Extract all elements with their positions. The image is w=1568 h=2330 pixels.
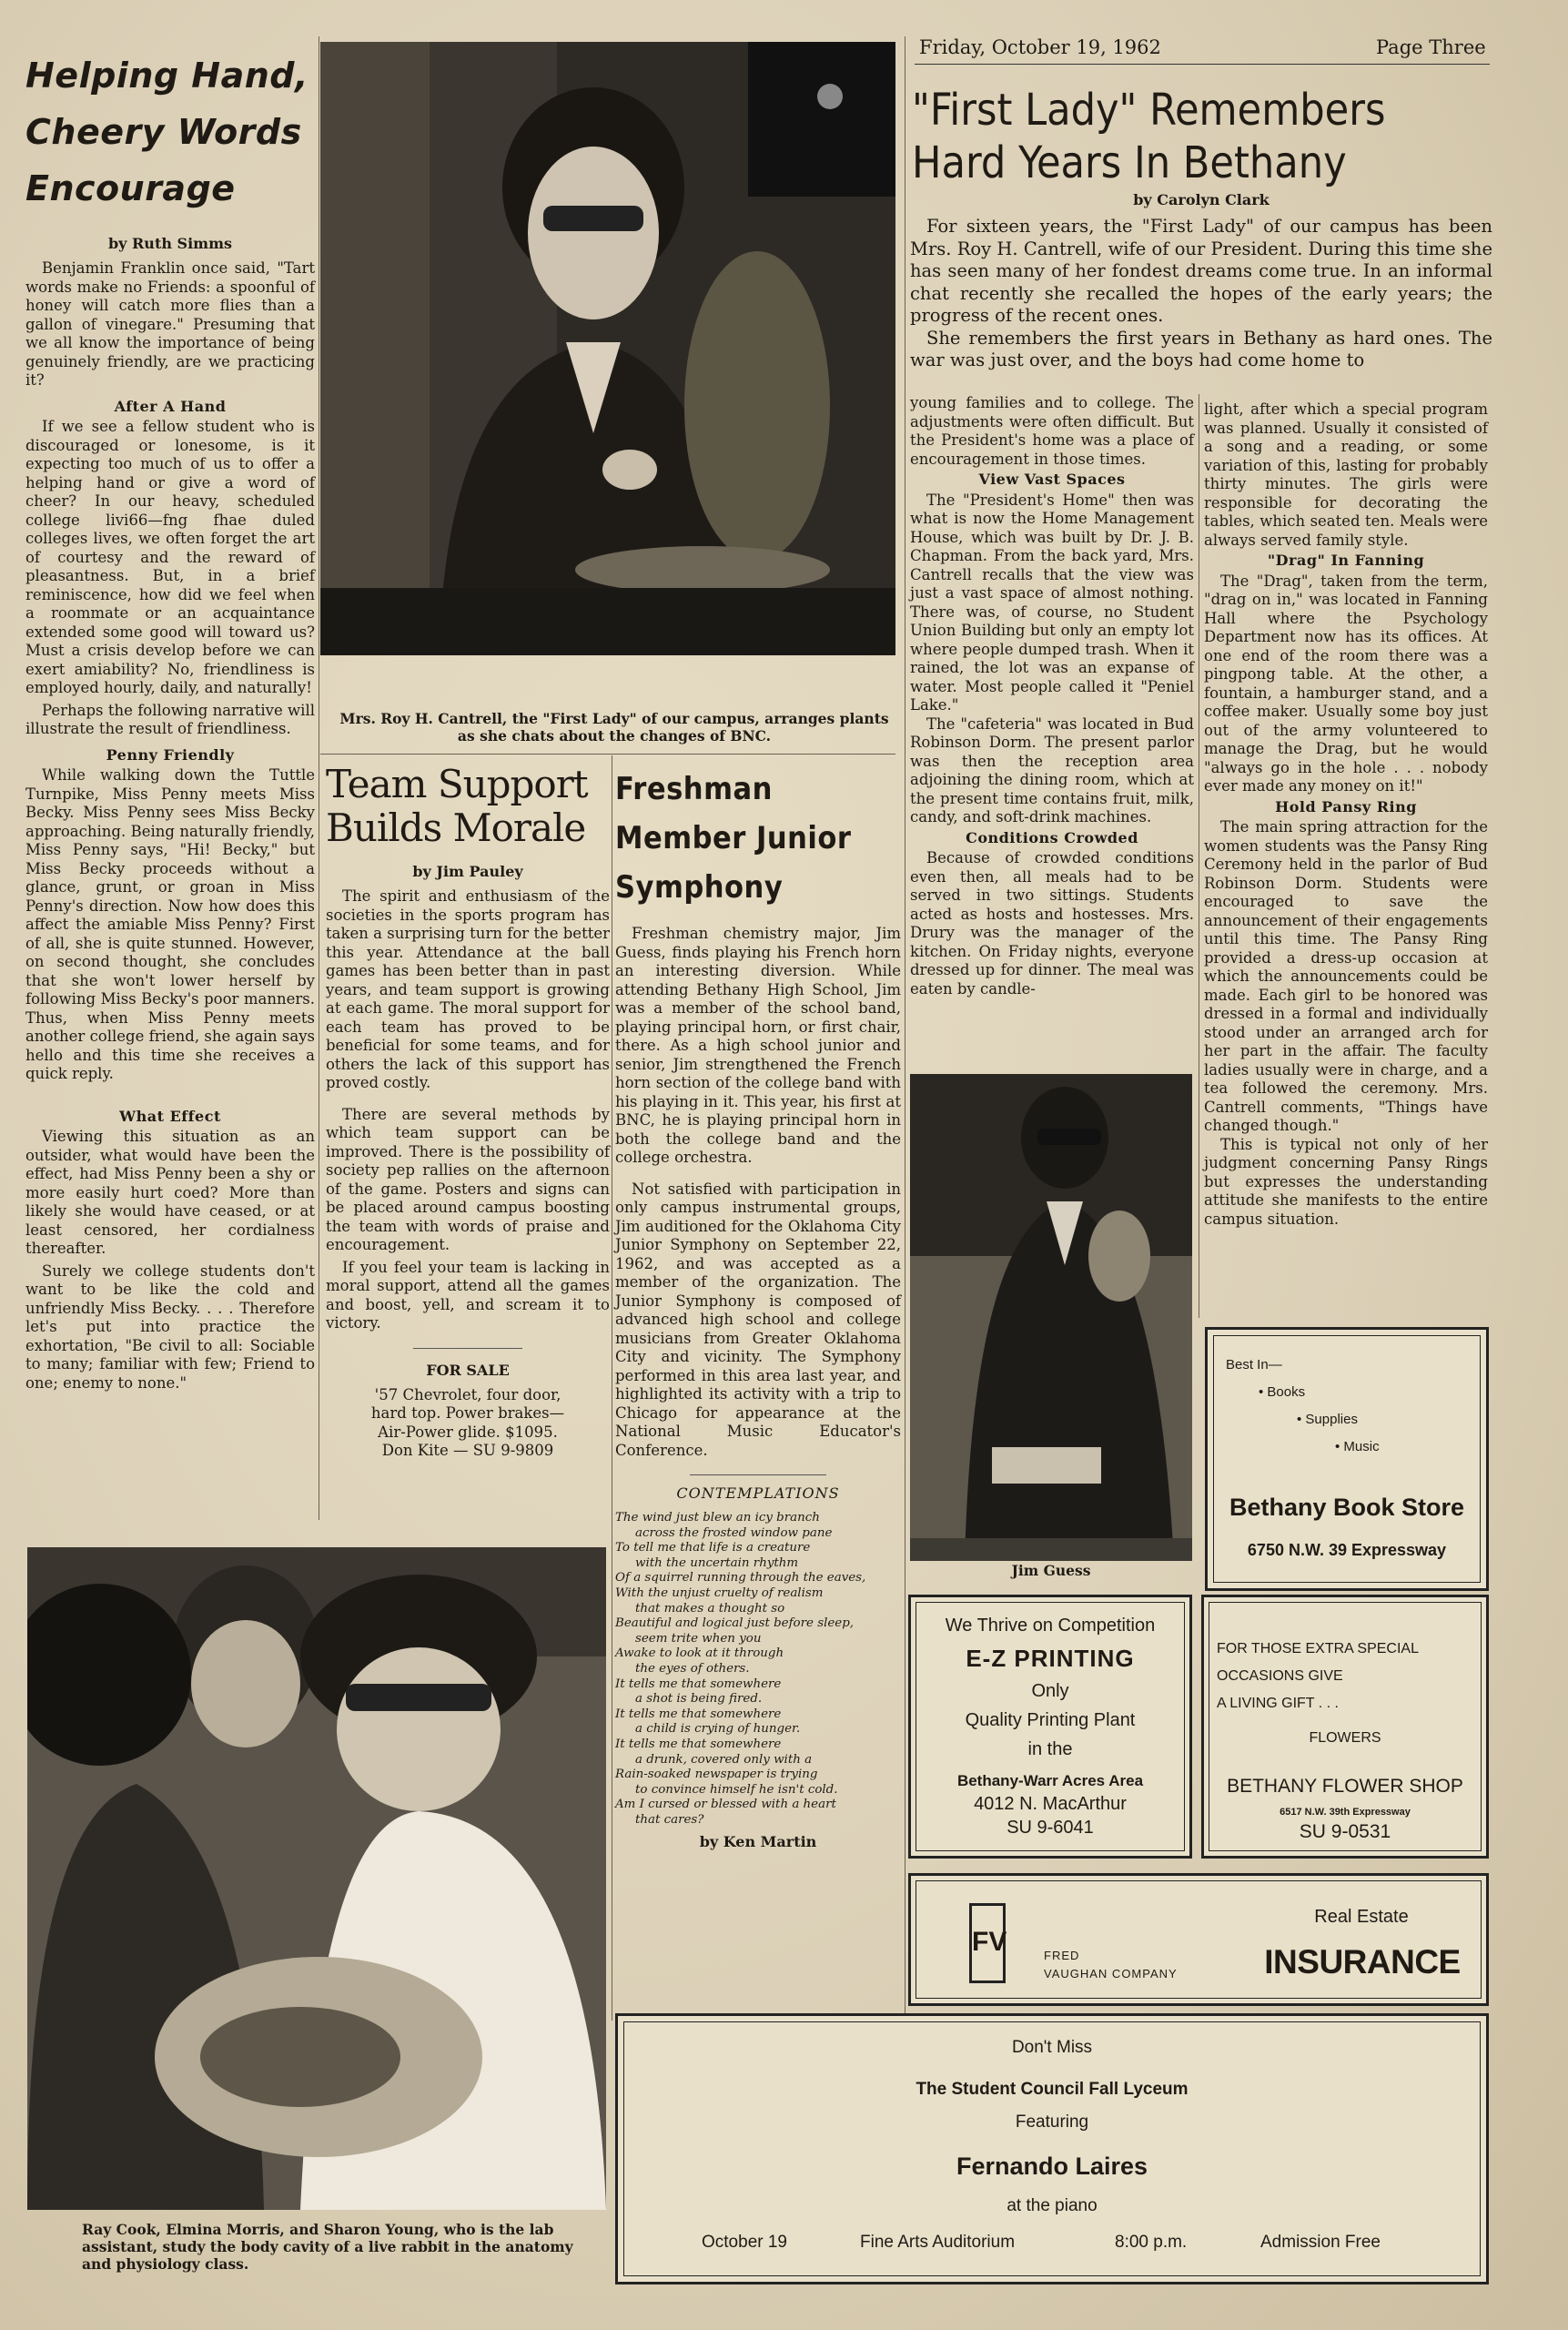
fv-logo-icon: FV xyxy=(969,1903,1006,1983)
helping-hand-article xyxy=(25,47,315,1393)
photo-first-lady-caption: Mrs. Roy H. Cantrell, the "First Lady" of our campus, arranges plants as she chats about the changes of BNC. xyxy=(339,710,889,745)
poem-line: a drunk, covered only with a xyxy=(635,1752,813,1767)
subhead: Hold Pansy Ring xyxy=(1275,797,1417,816)
ad-insurance-company: VAUGHAN COMPANY xyxy=(1044,1967,1178,1980)
ad-lyceum-dontmiss: Don't Miss xyxy=(1011,2038,1093,2057)
photo-lab-image xyxy=(27,1547,606,2210)
ad-insurance xyxy=(908,1873,1489,2006)
poem-byline: by Ken Martin xyxy=(699,1833,817,1851)
ad-bookstore-name: Bethany Book Store xyxy=(1229,1494,1465,1521)
poem-line: the eyes of others. xyxy=(635,1661,750,1676)
ad-flower-line: A LIVING GIFT . . . xyxy=(1217,1696,1339,1711)
poem-line: across the frosted window pane xyxy=(635,1525,833,1540)
paragraph: Viewing this situation as an outsider, what would have been the effect, had Miss Penny been a shy or more easily hurt coed? More than likely she would have ceased, or at least censored, her cordialness thereafter. xyxy=(25,1128,315,1257)
poem-line: Of a squirrel running through the eaves, xyxy=(615,1571,866,1585)
ad-lyceum-date: October 19 xyxy=(702,2233,787,2252)
poem-body xyxy=(615,1511,901,1828)
ad-insurance-fred: FRED xyxy=(1044,1949,1080,1962)
ad-ez-line: in the xyxy=(1027,1739,1073,1759)
ad-ez-area: Bethany-Warr Acres Area xyxy=(956,1772,1144,1789)
ad-lyceum-admission: Admission Free xyxy=(1260,2233,1381,2252)
first-lady-headline xyxy=(910,84,1492,189)
ad-insurance-title: INSURANCE xyxy=(1264,1943,1461,1980)
ad-bookstore xyxy=(1205,1327,1489,1591)
poem-line: Beautiful and logical just before sleep, xyxy=(615,1616,855,1631)
first-lady-lead xyxy=(910,216,1492,372)
ad-lyceum-title: The Student Council Fall Lyceum xyxy=(916,2080,1189,2099)
subhead: View Vast Spaces xyxy=(978,471,1126,488)
poem-line: seem trite when you xyxy=(635,1631,762,1646)
paragraph: Surely we college students don't want to be like the cold and unfriendly Miss Becky. . . . Therefore let's put into practice the exhortation, "Be civil to all: Sociable to many; familiar with few; Friend to one; enemy to none." xyxy=(25,1261,315,1392)
ad-lyceum-atpiano: at the piano xyxy=(1007,2196,1098,2215)
paragraph: For sixteen years, the "First Lady" of our campus has been Mrs. Roy H. Cantrell, wife of our President. During this time she has seen many of her fondest dreams come true. In an informal chat recently she recalled the hopes of the early years; the progress of the recent ones. xyxy=(910,216,1492,326)
ad-flower-line: OCCASIONS GIVE xyxy=(1217,1668,1343,1684)
for-sale-body xyxy=(326,1386,610,1461)
ad-ez-tagline: We Thrive on Competition xyxy=(945,1616,1156,1636)
poem-title: CONTEMPLATIONS xyxy=(676,1484,840,1502)
ad-lyceum-featuring: Featuring xyxy=(1015,2112,1089,2132)
paragraph: Benjamin Franklin once said, "Tart words make no Friends: a spoonful of honey will catch more flies than a gallon of vinegare." Presuming that we all know the importance of being genuinely friendly, are we practicing it? xyxy=(25,259,315,389)
poem-line: It tells me that somewhere xyxy=(615,1707,782,1721)
ad-lyceum xyxy=(615,2013,1489,2284)
for-sale-text: '57 Chevrolet, four door, hard top. Power brakes—Air-Power glide. $1095. xyxy=(370,1385,565,1441)
poem-line: to convince himself he isn't cold. xyxy=(635,1782,838,1797)
photo-jim-guess-caption: Jim Guess xyxy=(1011,1562,1091,1579)
subhead: Conditions Crowded xyxy=(966,828,1138,846)
poem-line: With the unjust cruelty of realism xyxy=(615,1585,824,1600)
paragraph: The main spring attraction for the women students was the Pansy Ring Ceremony held in the parlor of Bud Robinson Dorm. Students were encouraged to save the announcement of their engagements until this time. The Pansy Ring provided a dress-up occasion at which the announcements could be made. Each girl to be honored was dressed in a formal and individually stood under an arranged arch for her part in the affair. The faculty ladies usually were in charge, and a tea followed the ceremony. Mrs. Cantrell comments, "Things have changed though." xyxy=(1204,818,1488,1134)
poem-line: that makes a thought so xyxy=(635,1601,785,1616)
ad-flower-shop xyxy=(1201,1595,1489,1859)
poem-line: with the uncertain rhythm xyxy=(635,1555,799,1570)
poem-line: The wind just blew an icy branch xyxy=(615,1511,820,1525)
poem-line: It tells me that somewhere xyxy=(615,1737,782,1751)
ad-ez-phone: SU 9-6041 xyxy=(1007,1818,1094,1838)
paragraph: The "Drag", taken from the term, "drag on in," was located in Fanning Hall where the Psychology Department now has its offices. At one end of the room there was a pingpong table. At the other, a fountain, a hamburger stand, and a coffee maker. Usually some boy just out of the army volunteered to manage the Drag, but he would "always go in the hole . . . nobody ever made any money on it!" xyxy=(1204,572,1488,795)
photo-jim-guess xyxy=(910,1074,1192,1561)
for-sale-contact: Don Kite — SU 9-9809 xyxy=(381,1442,554,1459)
paragraph: young families and to college. The adjustments were often difficult. But the President's home was a place of encouragement in those times. xyxy=(910,394,1194,468)
headline-line: "First Lady" Remembers xyxy=(912,85,1386,136)
paragraph: She remembers the first years in Bethany as hard ones. The war was just over, and the boys had come home to xyxy=(910,327,1492,370)
paragraph: The "President's Home" then was what is now the Home Management House, which was built by Dr. J. B. Chapman. From the back yard, Mrs. Cantrell recalls that the view was just a vast space of almost nothing. There was, of course, no Student Union Building but only an empty lot where people dumped trash. When it rained, the lot was an expanse of water. Most people called it "Peniel Lake." xyxy=(910,491,1194,714)
headline-line: Hard Years In Bethany xyxy=(912,137,1347,188)
photo-lab-caption: Ray Cook, Elmina Morris, and Sharon Young, who is the lab assistant, study the body cavity of a live rabbit in the anatomy and physiology class. xyxy=(82,2221,573,2273)
ad-bookstore-best: Best In— xyxy=(1226,1357,1282,1373)
ad-lyceum-time: 8:00 p.m. xyxy=(1115,2233,1188,2252)
subhead: After A Hand xyxy=(114,397,227,415)
ad-ez-name: E-Z PRINTING xyxy=(966,1645,1135,1672)
poem-line: It tells me that somewhere xyxy=(615,1677,782,1691)
helping-hand-byline: by Ruth Simms xyxy=(107,235,233,252)
ad-ez-line: Only xyxy=(1031,1681,1069,1701)
ad-flower-line: FOR THOSE EXTRA SPECIAL xyxy=(1217,1641,1419,1656)
poem-line: Awake to look at it through xyxy=(615,1646,784,1661)
paragraph: light, after which a special program was planned. Usually it consisted of a song and a reading, or some variation of this, lasting for probably thirty minutes. The girls were responsible for decorating the tables, which seated ten. Meals were always served family style. xyxy=(1204,400,1488,549)
ad-ez-line: Quality Printing Plant xyxy=(965,1710,1136,1730)
ad-bookstore-address: 6750 N.W. 39 Expressway xyxy=(1247,1541,1447,1559)
team-support-article xyxy=(326,763,610,1461)
subhead: What Effect xyxy=(119,1107,221,1125)
photo-first-lady-image xyxy=(320,42,895,655)
paragraph: This is typical not only of her judgment concerning Pansy Rings but expresses the understanding attitude she manifests to the entire campus situation. xyxy=(1204,1135,1488,1228)
poem-line: Am I cursed or blessed with a heart xyxy=(615,1798,836,1812)
team-support-body xyxy=(326,887,610,1333)
freshman-article xyxy=(615,765,901,1858)
paragraph: Freshman chemistry major, Jim Guess, finds playing his French horn an interesting diversion. While attending Bethany High School, Jim was a member of the school band, playing principal horn, or first chair, there. As a high school junior and senior, Jim strengthened the French horn section of the college band with his playing in it. This year, his first at BNC, he is playing principal horn in both the college band and the college orchestra. xyxy=(615,925,901,1166)
issue-date: Friday, October 19, 1962 xyxy=(919,36,1161,58)
helping-hand-headline: Helping Hand, Cheery Words Encourage xyxy=(25,56,309,208)
paragraph: The spirit and enthusiasm of the societies in the sports program has taken a surprising turn for the better this year. Attendance at the ball games has been better than in past years, and team support is growing at each game. The moral support for each team has proved to be beneficial for some teams, and for others the lack of this support has proved costly. xyxy=(326,887,610,1091)
team-support-byline: by Jim Pauley xyxy=(412,863,523,880)
poem-line: Rain-soaked newspaper is trying xyxy=(615,1768,818,1782)
photo-lab xyxy=(27,1547,606,2210)
ad-flower-flowers: FLOWERS xyxy=(1309,1730,1381,1746)
subhead: "Drag" In Fanning xyxy=(1267,552,1425,569)
paragraph: If you feel your team is lacking in moral support, attend all the games and boost, yell, and scream it to victory. xyxy=(326,1258,610,1332)
poem-line: To tell me that life is a creature xyxy=(615,1541,811,1555)
photo-jim-guess-image xyxy=(910,1074,1192,1561)
paragraph: There are several methods by which team support can be improved. There is the possibility of society pep rallies on the afternoon of the game. Posters and signs can be placed around campus boosting the team with words of praise and encouragement. xyxy=(326,1105,610,1253)
paragraph: Because of crowded conditions even then, all meals had to be served in two sittings. Students acted as hosts and hostesses. Mrs. Drury was the manager of the kitchen. On Friday nights, everyone dressed up for dinner. The meal was eaten by candle- xyxy=(910,849,1194,998)
paragraph: Not satisfied with participation in only campus instrumental groups, Jim auditioned for the Oklahoma City Junior Symphony on September 22, 1962, and was accepted as a member of the organization. The Junior Symphony is composed of advanced high school and college musicians from Greater Oklahoma City and vicinity. The Symphony performed in this area last year, and highlighted its activity with a trip to Chicago for appearance at the National Music Educator's Conference. xyxy=(615,1180,901,1459)
ad-lyceum-performer: Fernando Laires xyxy=(956,2153,1148,2180)
first-lady-article xyxy=(910,84,1492,372)
ad-insurance-realestate: Real Estate xyxy=(1314,1907,1409,1927)
ad-lyceum-place: Fine Arts Auditorium xyxy=(860,2233,1016,2252)
freshman-body xyxy=(615,925,901,1460)
ad-flower-phone: SU 9-0531 xyxy=(1299,1821,1391,1842)
poem-line: that cares? xyxy=(635,1812,704,1827)
first-lady-byline: by Carolyn Clark xyxy=(1133,191,1270,208)
page-number: Page Three xyxy=(1376,36,1486,58)
ad-bookstore-item: • Supplies xyxy=(1297,1412,1358,1427)
subhead: Penny Friendly xyxy=(106,745,235,764)
paragraph: If we see a fellow student who is discouraged or lonesome, is it expecting too much of us to offer a helping hand or give a word of cheer? In our heavy, scheduled college livi66—fng fhae duled colleges lives, we often forget the art of courtesy and the reward of pleasantness. But, in a brief reminiscence, how did we feel when a roommate or an acquaintance extended some good will toward us? Must a crisis develop before we can exert amiability? No, friendliness is employed hourly, daily, and naturally! xyxy=(25,418,315,696)
ad-bookstore-item: • Books xyxy=(1259,1384,1306,1400)
paragraph: The "cafeteria" was located in Bud Robinson Dorm. The present parlor was then the reception area adjoining the dining room, which at the present time contains fruit, milk, candy, and soft-drink machines. xyxy=(910,714,1194,826)
ad-bookstore-item: • Music xyxy=(1335,1439,1380,1454)
first-lady-col-2 xyxy=(1204,400,1488,1229)
poem-line: a shot is being fired. xyxy=(635,1692,763,1707)
for-sale-heading: FOR SALE xyxy=(426,1361,510,1379)
photo-first-lady xyxy=(320,42,895,655)
first-lady-col-1 xyxy=(910,394,1194,998)
ad-flower-address: 6517 N.W. 39th Expressway xyxy=(1280,1807,1411,1818)
helping-hand-body xyxy=(25,259,315,1393)
freshman-headline: Freshman Member Junior Symphony xyxy=(615,771,852,906)
poem-line: a child is crying of hunger. xyxy=(635,1722,801,1737)
paragraph: While walking down the Tuttle Turnpike, Miss Penny meets Miss Becky. Miss Penny sees Miss Becky approaching. Being naturally friendly, Miss Penny says, "Hi! Becky," but Miss Becky proceeds without a glance, grunt, or groan in Miss Penny's direction. Now how does this affect the amiable Miss Penny? First of all, she is quite stunned. However, on second thought, she concludes that she won't lower herself by following Miss Becky's poor manners. Thus, when Miss Penny meets another college friend, she again says hello and this time she receives a quick reply. xyxy=(25,766,315,1082)
team-support-headline: Team Support Builds Morale xyxy=(326,762,588,850)
ad-ez-address: 4012 N. MacArthur xyxy=(974,1794,1127,1814)
paragraph: Perhaps the following narrative will illustrate the result of friendliness. xyxy=(25,701,315,737)
ad-flower-name: BETHANY FLOWER SHOP xyxy=(1227,1776,1463,1797)
ad-ez-printing xyxy=(908,1595,1192,1859)
